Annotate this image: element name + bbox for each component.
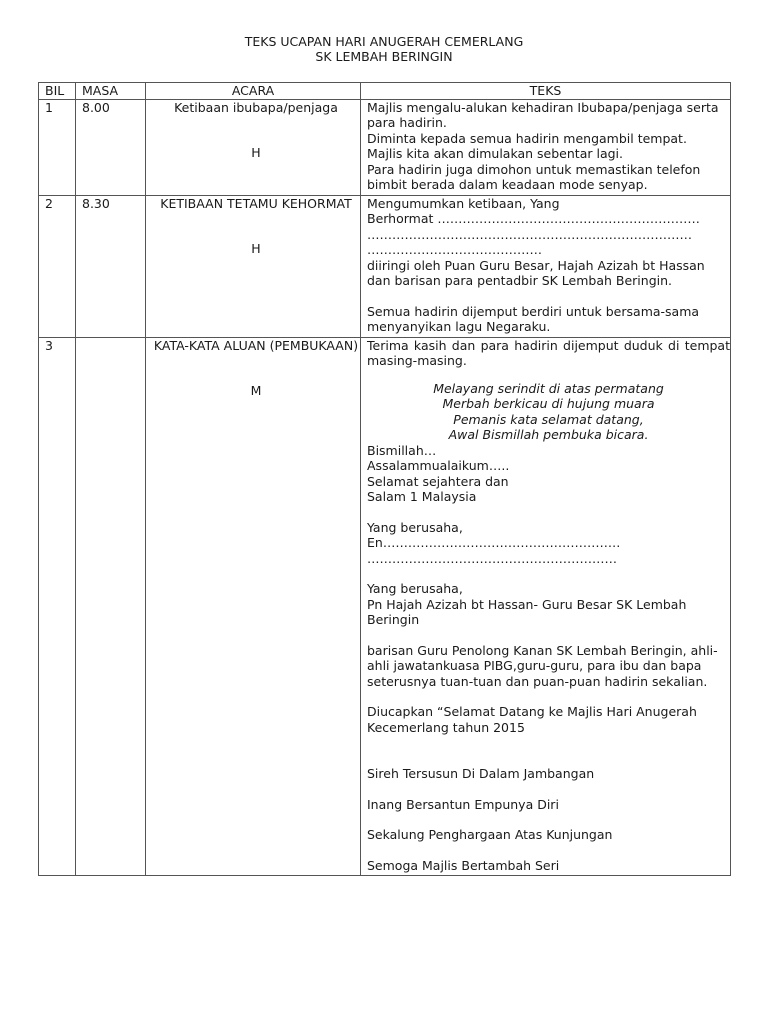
text-line: diiringi oleh Puan Guru Besar, Hajah Azizah bt Hassan dan barisan para pentadbir SK Lembah Beringin. — [367, 257, 705, 288]
row-text — [361, 195, 731, 337]
row-time: 8.30 — [76, 195, 146, 337]
dotted-line: …………………………………………………… — [367, 550, 617, 566]
table-header-row — [39, 83, 731, 100]
dotted-line: …………………………………………………………………… — [367, 226, 692, 242]
row-time — [76, 337, 146, 876]
poem-line: Pemanis kata selamat datang, — [453, 411, 644, 427]
column-header-masa: MASA — [76, 83, 146, 100]
dotted-line: En………………………………………………… — [367, 535, 621, 550]
table-row — [39, 337, 731, 876]
text-line: Yang berusaha, — [367, 519, 463, 535]
row-event — [146, 195, 361, 337]
pantun-line: Inang Bersantun Empunya Diri — [367, 796, 559, 812]
poem-line: Awal Bismillah pembuka bicara. — [448, 427, 649, 442]
program-table — [38, 82, 731, 876]
poem — [367, 381, 730, 443]
row-time: 8.00 — [76, 99, 146, 195]
event-title: KETIBAAN TETAMU KEHORMAT — [160, 195, 352, 211]
dotted-line: …………………………………… — [367, 242, 542, 257]
text-line: Diminta kepada semua hadirin mengambil tempat. — [367, 130, 687, 146]
row-number: 2 — [39, 195, 76, 337]
school-name: SK LEMBAH BERINGIN — [315, 49, 453, 64]
text-line: Majlis kita akan dimulakan sebentar lagi. — [367, 146, 623, 161]
event-title: KATA-KATA ALUAN (PEMBUKAAN) — [153, 337, 359, 353]
event-title: Ketibaan ibubapa/penjaga — [174, 99, 338, 115]
row-text — [361, 337, 731, 876]
row-text — [361, 99, 731, 195]
pantun-line: Sireh Tersusun Di Dalam Jambangan — [367, 766, 595, 781]
greeting-line: Bismillah… — [367, 442, 437, 458]
row-number: 3 — [39, 337, 76, 876]
text-line: Mengumumkan ketibaan, Yang — [367, 195, 560, 211]
intro-text: Terima kasih dan para hadirin dijemput duduk di tempat masing-masing. — [367, 337, 730, 368]
pantun-line: Sekalung Penghargaan Atas Kunjungan — [367, 827, 613, 842]
text-line: barisan Guru Penolong Kanan SK Lembah Beringin, ahli-ahli jawatankuasa PIBG,guru-guru, para ibu dan bapa seterusnya tuan-tuan dan puan-puan hadirin sekalian. — [367, 642, 718, 689]
event-code: M — [250, 383, 262, 398]
event-code: H — [251, 241, 261, 256]
text-line: Berhormat ……………………………………………………… — [367, 211, 700, 226]
document-title: TEKS UCAPAN HARI ANUGERAH CEMERLANG — [244, 34, 524, 49]
row-event — [146, 99, 361, 195]
poem-line: Merbah berkicau di hujung muara — [442, 396, 655, 411]
greeting-line: Salam 1 Malaysia — [367, 489, 477, 504]
text-line: Semua hadirin dijemput berdiri untuk bersama-sama menyanyikan lagu Negaraku. — [367, 303, 700, 334]
row-event — [146, 337, 361, 876]
document-header — [0, 34, 768, 64]
table-row — [39, 195, 731, 337]
text-line: Para hadirin juga dimohon untuk memastikan telefon bimbit berada dalam keadaan mode senyap. — [367, 161, 701, 192]
column-header-acara: ACARA — [146, 83, 361, 100]
greeting-line: Assalammualaikum….. — [367, 458, 510, 473]
text-line: Yang berusaha, — [367, 581, 463, 596]
table-row — [39, 99, 731, 195]
column-header-bil: BIL — [39, 83, 76, 100]
text-line: Majlis mengalu-alukan kehadiran Ibubapa/penjaga serta para hadirin. — [367, 99, 719, 130]
poem-line: Melayang serindit di atas permatang — [433, 380, 664, 396]
column-header-teks: TEKS — [361, 83, 731, 100]
greeting-line: Selamat sejahtera dan — [367, 473, 509, 489]
text-line: Pn Hajah Azizah bt Hassan- Guru Besar SK Lembah Beringin — [367, 596, 687, 627]
event-code: H — [251, 145, 261, 160]
pantun-line: Semoga Majlis Bertambah Seri — [367, 857, 560, 873]
text-line: Diucapkan “Selamat Datang ke Majlis Hari Anugerah Kecemerlang tahun 2015 — [367, 704, 697, 735]
row-number: 1 — [39, 99, 76, 195]
